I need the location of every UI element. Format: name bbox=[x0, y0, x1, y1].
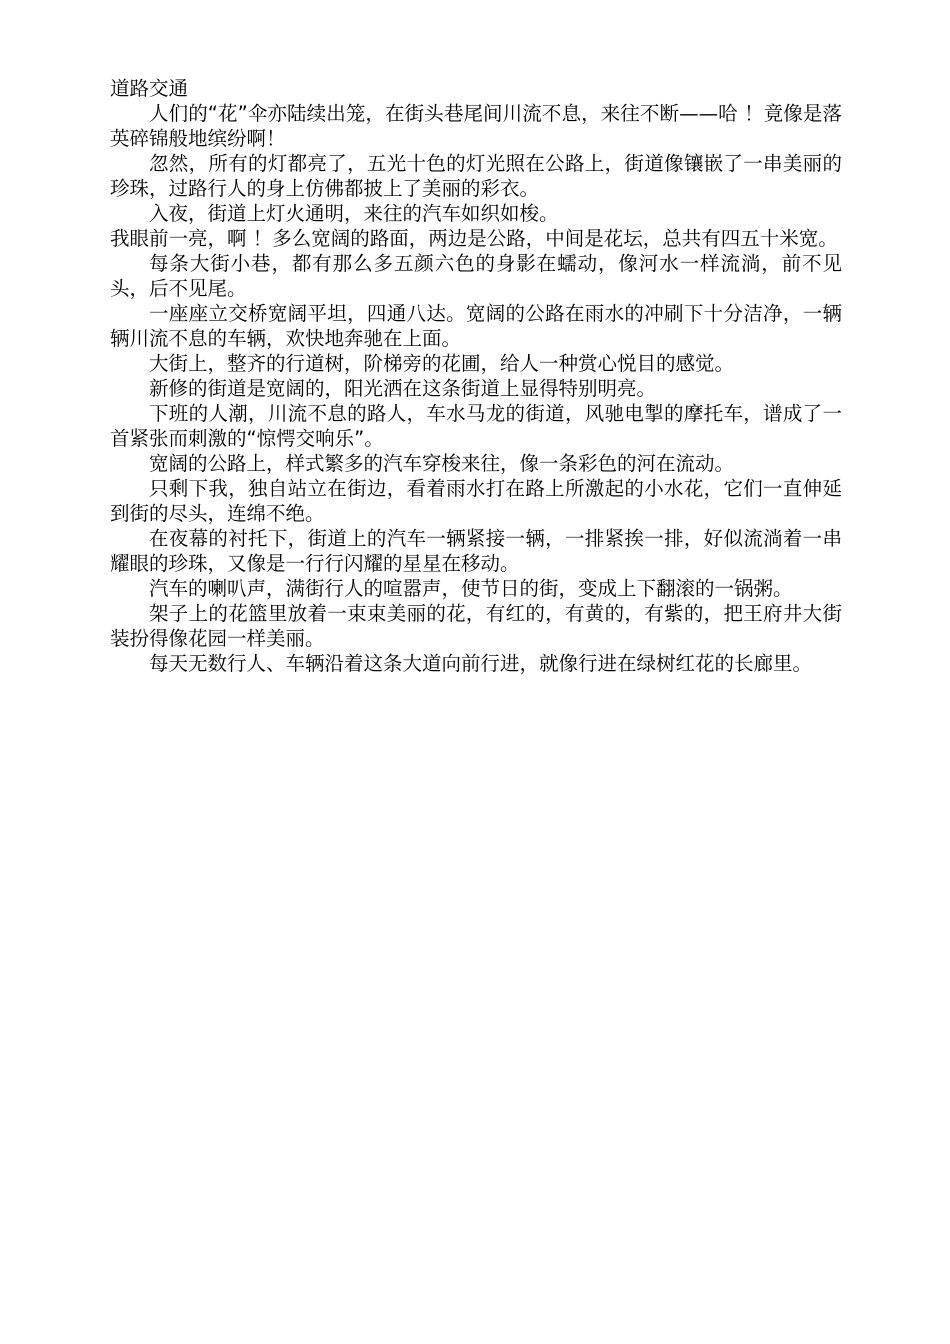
paragraph: 人们的“花”伞亦陆续出笼，在街头巷尾间川流不息，来往不断——哈 ！竟像是落英碎锦般地缤纷啊！ bbox=[110, 102, 842, 150]
paragraph: 只剩下我，独自站立在街边，看着雨水打在路上所激起的小水花，它们一直伸延到街的尽头，连绵不绝。 bbox=[110, 477, 842, 525]
paragraph: 下班的人潮，川流不息的路人，车水马龙的街道，风驰电掣的摩托车，谱成了一首紧张而刺激的“惊愕交响乐”。 bbox=[110, 402, 842, 450]
paragraph: 我眼前一亮，啊 ！多么宽阔的路面，两边是公路，中间是花坛，总共有四五十米宽。 bbox=[110, 227, 838, 250]
paragraph: 每条大街小巷，都有那么多五颜六色的身影在蠕动，像河水一样流淌，前不见头，后不见尾。 bbox=[110, 252, 842, 300]
paragraph: 每天无数行人、车辆沿着这条大道向前行进，就像行进在绿树红花的长廊里。 bbox=[149, 652, 813, 675]
document-page bbox=[110, 76, 842, 676]
paragraph: 大街上，整齐的行道树，阶梯旁的花圃，给人一种赏心悦目的感觉。 bbox=[149, 352, 735, 375]
paragraph: 汽车的喇叭声，满街行人的喧嚣声，使节日的街，变成上下翻滚的一锅粥。 bbox=[149, 577, 793, 600]
paragraph: 新修的街道是宽阔的，阳光洒在这条街道上显得特别明亮。 bbox=[149, 377, 657, 400]
paragraph: 在夜幕的衬托下，街道上的汽车一辆紧接一辆，一排紧挨一排，好似流淌着一串耀眼的珍珠，又像是一行行闪耀的星星在移动。 bbox=[110, 527, 842, 575]
paragraph: 架子上的花篮里放着一束束美丽的花，有红的，有黄的，有紫的，把王府井大街装扮得像花园一样美丽。 bbox=[110, 602, 842, 650]
document-title: 道路交通 bbox=[110, 77, 189, 100]
paragraph: 宽阔的公路上，样式繁多的汽车穿梭来往，像一条彩色的河在流动。 bbox=[149, 452, 735, 475]
paragraph: 入夜，街道上灯火通明，来往的汽车如织如梭。 bbox=[149, 202, 559, 225]
paragraph: 忽然，所有的灯都亮了，五光十色的灯光照在公路上，街道像镶嵌了一串美丽的珍珠，过路行人的身上仿佛都披上了美丽的彩衣。 bbox=[110, 152, 842, 200]
paragraph: 一座座立交桥宽阔平坦，四通八达。宽阔的公路在雨水的冲刷下十分洁净，一辆辆川流不息的车辆，欢快地奔驰在上面。 bbox=[110, 302, 842, 350]
